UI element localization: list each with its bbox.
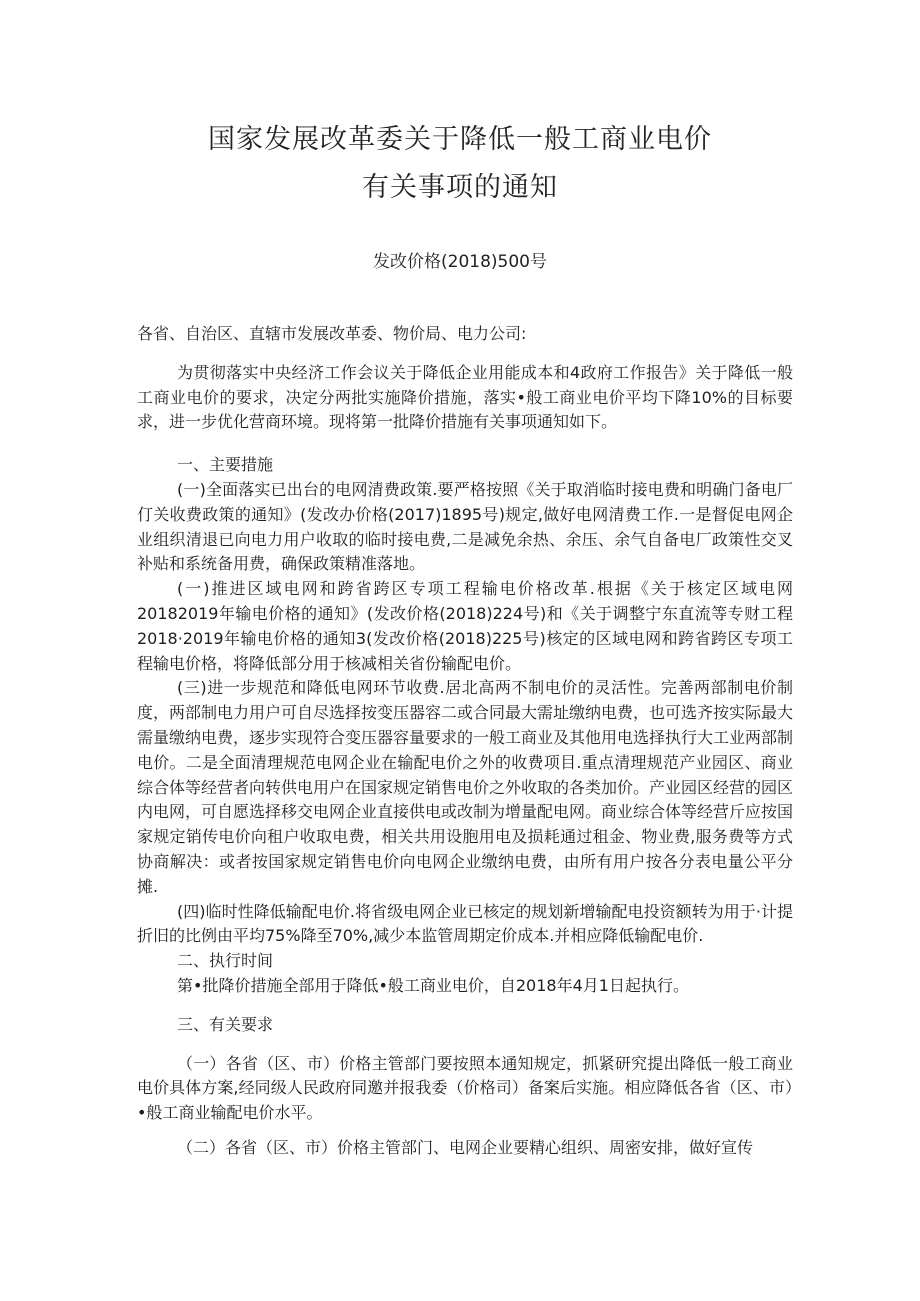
- measure-paragraph-1: (一)全面落实已出台的电网清费政策.要严格按照《关于取消临时接电费和明确门备电厂仃关收费政策的通知》(发改办价格(2017)1895号)规定,做好电网清费工作.一是督促电网企业组织清退已向电力用户收取的临时接电费,二是减免余热、余压、余气自备电厂政策性交叉补贴和系统备用费，确保政策精准落地。: [137, 479, 793, 574]
- section-heading-requirements: 三、有关要求: [177, 1014, 274, 1034]
- section-heading-measures: 一、主要措施: [177, 455, 274, 475]
- document-title-line2: 有关事项的通知: [362, 172, 558, 203]
- document-body: [137, 322, 793, 1161]
- exec-time-paragraph: 第•批降价措施全部用于降低•般工商业电价，自2018年4月1日起执行。: [177, 975, 689, 995]
- addressee: 各省、自治区、直辖市发展改革委、物价局、电力公司:: [137, 324, 527, 343]
- intro-paragraph: 为贯彻落实中央经济工作会议关于降低企业用能成本和4政府工作报告》关于降低一般工商业电价的要求，决定分两批实施降价措施，落实•般工商业电价平均下降10%的目标要求，进一步优化营商环境。现将第一批降价措施有关事项通知如下。: [137, 362, 793, 432]
- measure-paragraph-3: (三)进一步规范和降低电网环节收费.居北高两不制电价的灵活性。完善两部制电价制度，两部制电力用户可自尽选择按变压器容二或合同最大需址缴纳电费，也可选齐按实际最大需量缴纳电费，逐步实现符合变压器容量要求的一般工商业及其他用电选择执行大工业两部制电价。二是全面清理规范电网企业在输配电价之外的收费项目.重点清理规范产业园区、商业综合体等经营者向转供电用户在国家规定销售电价之外收取的各类加价。产业园区经营的园区内电网，可自愿选择移交电网企业直接供电或改制为增量配电网。商业综合体等经营斤应按国家规定销传电价向租户收取电费，相关共用设胞用电及损耗通过租金、物业费,服务费等方式协商解决：或者按国家规定销售电价向电网企业缴纳电费，由所有用户按各分表电量公平分摊.: [137, 678, 794, 896]
- document-title-line1: 国家发展改革委关于降低一般工商业电价: [208, 124, 712, 155]
- measure-paragraph-2: (一)推进区域电网和跨省跨区专项工程输电价格改革.根据《关于核定区域电网20182019年输电价格的通知》(发改价格(2018)224号)和《关于调整宁东直流等专财工程2018·2019年输电价格的通知3(发改价格(2018)225号)核定的区域电网和跨省跨区专项工程输电价格，将降低部分用于核减相关省份输配电价。: [137, 579, 793, 673]
- measure-paragraph-4: (四)临时性降低输配电价.将省级电网企业已核定的规划新增输配电投资额转为用于·计提折旧的比例由平均75%降至70%,减少本监管周期定价成本.并相应降低输配电价.: [137, 901, 793, 946]
- section-heading-exec-time: 二、执行时间: [177, 951, 274, 971]
- requirement-paragraph-1: （一）各省（区、市）价格主管部门要按照本通知规定，抓紧研究提出降低一般工商业电价具体方案,经同级人民政府同邀并报我委（价格司）备案后实施。相应降低各省（区、市）•般工商业输配电价水平。: [137, 1053, 793, 1123]
- document-number: 发改价格(2018)500号: [373, 252, 547, 272]
- requirement-paragraph-2: （二）各省（区、市）价格主管部门、电网企业要精心组织、周密安排，做好宣传: [177, 1137, 754, 1157]
